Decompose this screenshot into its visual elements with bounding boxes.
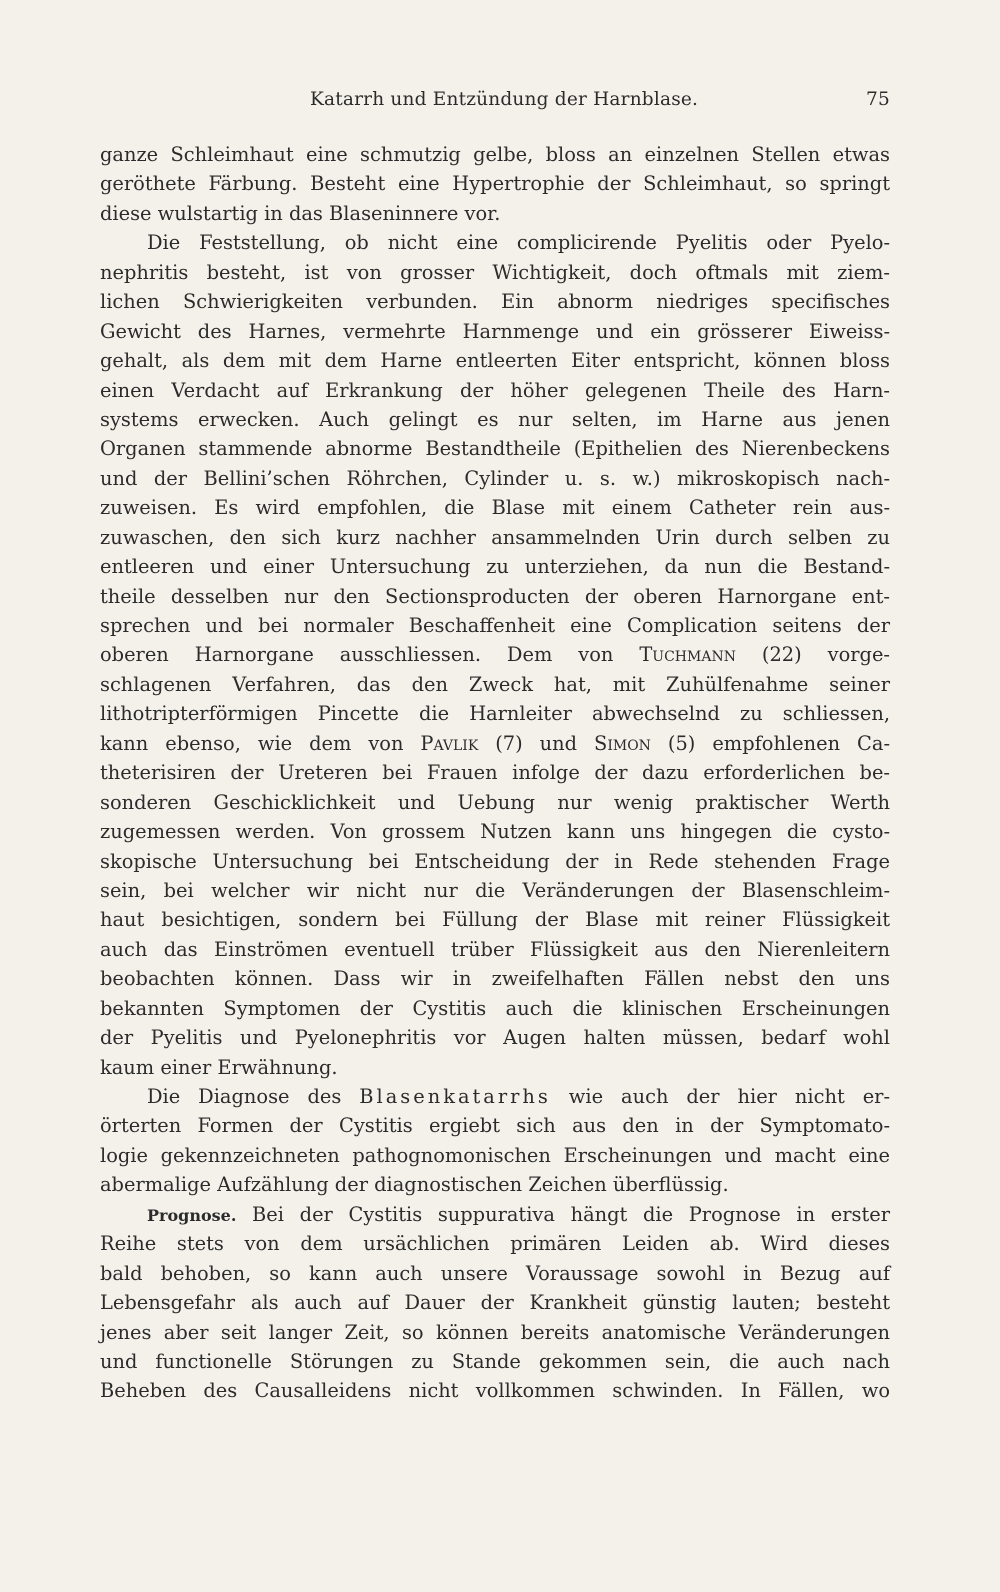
spaced-term: Blasenkatarrhs	[359, 1085, 551, 1108]
text-line: Organen stammende abnorme Bestandtheile (Epithelien des Nierenbeckens	[100, 437, 890, 461]
text-line: lichen Schwierigkeiten verbunden. Ein abnorm niedriges specifisches	[100, 290, 890, 314]
text-line: bekannten Symptomen der Cystitis auch die klinischen Erscheinungen	[100, 996, 890, 1020]
text-span: wie auch der hier nicht er-	[550, 1085, 890, 1108]
text-line: örterten Formen der Cystitis ergiebt sich aus den in der Symptomato-	[100, 1114, 890, 1138]
author-name: Tuchmann	[639, 643, 736, 667]
text-line: theterisiren der Ureteren bei Frauen infolge der dazu erforderlichen be-	[100, 761, 890, 785]
text-line: lithotripterförmigen Pincette die Harnleiter abwechselnd zu schliessen,	[100, 702, 890, 726]
text-line: systems erwecken. Auch gelingt es nur selten, im Harne aus jenen	[100, 407, 890, 431]
text-line: sein, bei welcher wir nicht nur die Veränderungen der Blasenschleim-	[100, 878, 890, 902]
text-line	[100, 1082, 890, 1111]
text-line: theile desselben nur den Sectionsproducten der oberen Harnorgane ent-	[100, 584, 890, 608]
text-line: Die Feststellung, ob nicht eine complicirende Pyelitis oder Pyelo-	[147, 231, 890, 255]
text-line: und der Bellini’schen Röhrchen, Cylinder u. s. w.) mikroskopisch nach-	[100, 466, 890, 490]
text-span: kann ebenso, wie dem von	[100, 731, 421, 755]
text-line: haut besichtigen, sondern bei Füllung der Blase mit reiner Flüssigkeit	[100, 908, 890, 932]
text-line: zuwaschen, den sich kurz nachher ansammelnden Urin durch selben zu	[100, 525, 890, 549]
author-name: Simon	[594, 731, 651, 755]
author-name: Pavlik	[420, 731, 479, 755]
text-line: bald behoben, so kann auch unsere Voraussage sowohl in Bezug auf	[100, 1261, 890, 1285]
running-header	[100, 89, 890, 119]
text-line: jenes aber seit langer Zeit, so können bereits anatomische Veränderungen	[100, 1320, 890, 1344]
text-line: skopische Untersuchung bei Entscheidung der in Rede stehenden Frage	[100, 849, 890, 873]
text-line: zuweisen. Es wird empfohlen, die Blase mit einem Catheter rein aus-	[100, 496, 890, 520]
text-span: (7) und	[478, 731, 595, 755]
text-line: auch das Einströmen eventuell trüber Flüssigkeit aus den Nierenleitern	[100, 937, 890, 961]
text-line: einen Verdacht auf Erkrankung der höher gelegenen Theile des Harn-	[100, 378, 890, 402]
text-line: Reihe stets von dem ursächlichen primären Leiden ab. Wird dieses	[100, 1232, 890, 1256]
text-line: der Pyelitis und Pyelonephritis vor Augen halten müssen, bedarf wohl	[100, 1026, 890, 1050]
text-line: zugemessen werden. Von grossem Nutzen kann uns hingegen die cysto-	[100, 820, 890, 844]
text-line: schlagenen Verfahren, das den Zweck hat, mit Zuhülfenahme seiner	[100, 672, 890, 696]
text-line: sprechen und bei normaler Beschaffenheit eine Complication seitens der	[100, 614, 890, 637]
running-title: Katarrh und Entzündung der Harnblase.	[310, 89, 699, 110]
text-line: und functionelle Störungen zu Stande gekommen sein, die auch nach	[100, 1349, 890, 1373]
text-span: Bei der Cystitis suppurativa hängt die Prognose in erster	[236, 1202, 890, 1226]
text-line: Beheben des Causalleidens nicht vollkommen schwinden. In Fällen, wo	[100, 1379, 890, 1403]
text-span: Die Diagnose des	[147, 1085, 360, 1108]
text-span: (22) vorge-	[735, 643, 890, 667]
text-line	[100, 729, 890, 758]
text-line: logie gekennzeichneten pathognomonischen Erscheinungen und macht eine	[100, 1143, 890, 1167]
text-line: beobachten können. Dass wir in zweifelhaften Fällen nebst den uns	[100, 967, 890, 991]
text-line: gehalt, als dem mit dem Harne entleerten Eiter entspricht, können bloss	[100, 349, 890, 373]
text-line: abermalige Aufzählung der diagnostischen Zeichen überflüssig.	[100, 1173, 729, 1197]
text-line	[100, 1200, 890, 1229]
text-line: Gewicht des Harnes, vermehrte Harnmenge und ein grösserer Eiweiss-	[100, 319, 890, 343]
text-span: oberen Harnorgane ausschliessen. Dem von	[100, 643, 640, 667]
text-line: nephritis besteht, ist von grosser Wichtigkeit, doch oftmals mit ziem-	[100, 260, 890, 284]
text-line: Lebensgefahr als auch auf Dauer der Krankheit günstig lauten; besteht	[100, 1291, 890, 1315]
body-text	[100, 140, 890, 1406]
text-line: diese wulstartig in das Blaseninnere vor.	[100, 201, 501, 225]
text-line: geröthete Färbung. Besteht eine Hypertrophie der Schleimhaut, so springt	[100, 172, 890, 196]
text-line: sonderen Geschicklichkeit und Uebung nur wenig praktischer Werth	[100, 790, 890, 814]
text-line: ganze Schleimhaut eine schmutzig gelbe, bloss an einzelnen Stellen etwas	[100, 143, 890, 166]
text-span: (5) empfohlenen Ca-	[650, 731, 890, 755]
section-label: Prognose.	[147, 1205, 237, 1225]
text-line: kaum einer Erwähnung.	[100, 1055, 338, 1079]
text-line	[100, 640, 890, 669]
page-number: 75	[866, 89, 890, 110]
text-line: entleeren und einer Untersuchung zu unterziehen, da nun die Bestand-	[100, 555, 890, 579]
